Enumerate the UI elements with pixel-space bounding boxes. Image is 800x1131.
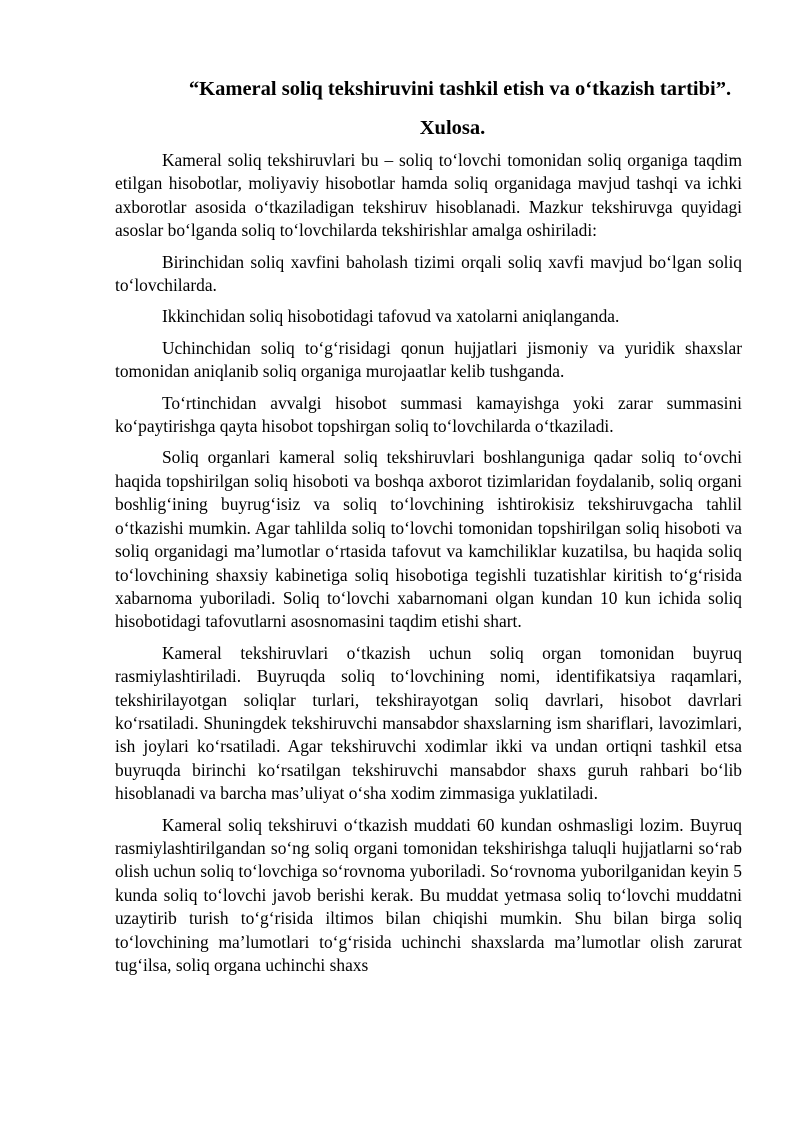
document-title: “Kameral soliq tekshiruvini tashkil etish va o‘tkazish tartibi”. (188, 78, 732, 100)
paragraph-definition: Kameral soliq tekshiruvlari bu – soliq to‘lovchi tomonidan soliq organiga taqdim etilgan hisobotlar, moliyaviy hisobotlar hamda soliq organidaga mavjud tashqi va ichki axborotlar asosida o‘tkaziladigan tekshiruv hisoblanadi. Mazkur tekshiruvga quyidagi asoslar bo‘lganda soliq to‘lovchilarda tekshirishlar amalga oshiriladi: (115, 150, 742, 241)
document-subtitle: Xulosa. (419, 117, 486, 139)
paragraph-fourth-basis: To‘rtinchidan avvalgi hisobot summasi kamayishga yoki zarar summasini ko‘paytirishga qayta hisobot topshirgan soliq to‘lovchilarda o‘tkaziladi. (115, 392, 742, 437)
paragraph-first-basis: Birinchidan soliq xavfini baholash tizimi orqali soliq xavfi mavjud bo‘lgan soliq to‘lovchilarda. (115, 251, 742, 296)
paragraph-second-basis: Ikkinchidan soliq hisobotidagi tafovud va xatolarni aniqlanganda. (162, 306, 620, 327)
paragraph-audit-order: Kameral tekshiruvlari o‘tkazish uchun soliq organ tomonidan buyruq rasmiylashtiriladi. Buyruqda soliq to‘lovchining nomi, identifikatsiya raqamlari, tekshirilayotgan soliqlar turlari, tekshirayotgan soliq davrlari, hisobot davrlari ko‘rsatiladi. Shuningdek tekshiruvchi mansabdor shaxslarning ism shariflari, lavozimlari, ish joylari ko‘rsatiladi. Agar tekshiruvchi xodimlar ikki va undan ortiqni tashkil etsa buyruqda birinchi ko‘rsatilgan tekshiruvchi mansabdor shaxs guruh rahbari bo‘lib hisoblanadi va barcha mas’uliyat o‘sha xodim zimmasiga yuklatiladi. (115, 642, 742, 804)
paragraph-pre-audit-analysis: Soliq organlari kameral soliq tekshiruvlari boshlanguniga qadar soliq to‘ovchi haqida topshirilgan soliq hisoboti va boshqa axborot tizimlaridan foydalanib, soliq organi boshlig‘ining buyrug‘isiz va soliq to‘lovchining ishtirokisiz tekshiruvgacha tahlil o‘tkazishi mumkin. Agar tahlilda soliq to‘lovchi tomonidan topshirilgan soliq hisoboti va soliq organidagi ma’lumotlar o‘rtasida tafovut va kamchiliklar kuzatilsa, bu haqida soliq to‘lovchining shaxsiy kabinetiga soliq hisobotiga tegishli tuzatishlar kiritish to‘g‘risida xabarnoma yuboriladi. Soliq to‘lovchi xabarnomani olgan kundan 10 kun ichida soliq hisobotidagi tafovutlarni asosnomasini taqdim etishi shart. (115, 447, 742, 632)
document-body (115, 149, 742, 985)
paragraph-third-basis: Uchinchidan soliq to‘g‘risidagi qonun hujjatlari jismoniy va yuridik shaxslar tomonidan aniqlanib soliq organiga murojaatlar kelib tushganda. (115, 337, 742, 382)
paragraph-audit-duration: Kameral soliq tekshiruvi o‘tkazish muddati 60 kundan oshmasligi lozim. Buyruq rasmiylashtirilgandan so‘ng soliq organi tomonidan tekshirishga taluqli hujjatlarni so‘rab olish uchun soliq to‘lovchiga so‘rovnoma yuboriladi. So‘rovnoma yuborilganidan keyin 5 kunda soliq to‘lovchi javob berishi kerak. Bu muddat yetmasa soliq to‘lovchi muddatni uzaytirib turish to‘g‘risida iltimos bilan chiqishi mumkin. Shu bilan birga soliq to‘lovchining ma’lumotlari to‘g‘risida uchinchi shaxslarda ma’lumotlar olish zarurat tug‘ilsa, soliq organa uchinchi shaxs (115, 814, 742, 975)
